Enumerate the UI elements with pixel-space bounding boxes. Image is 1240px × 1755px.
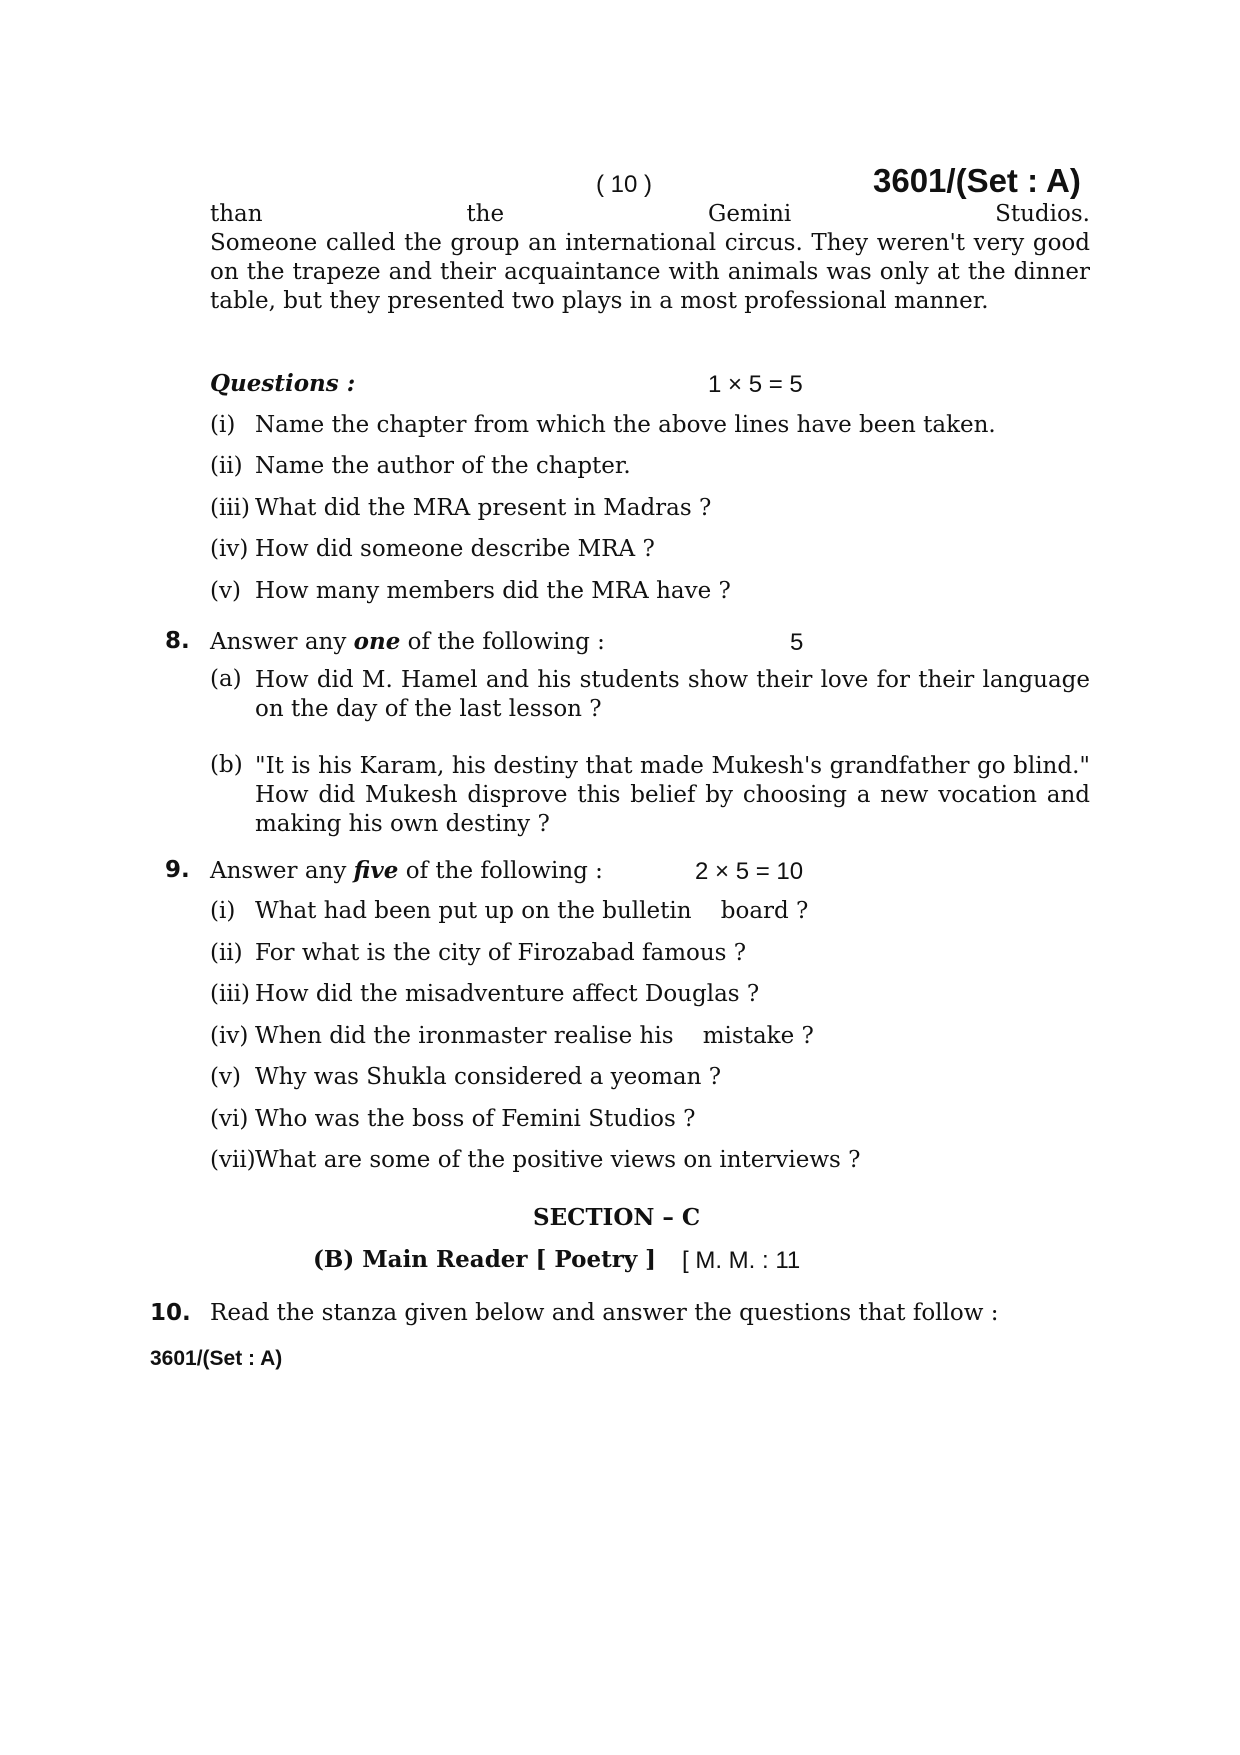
passage-first-line (210, 200, 1090, 229)
q7-item-num: (i) (210, 412, 236, 438)
q7-item-text: How did someone describe MRA ? (255, 536, 655, 562)
q9-item-text: What had been put up on the bulletin board ? (255, 898, 809, 924)
q9-item-num: (iii) (210, 981, 251, 1007)
section-subtitle: (B) Main Reader [ Poetry ] (313, 1246, 657, 1273)
passage-text: Someone called the group an international circus. They weren't very good on the trapeze and their acquaintance with animals was only at the dinner table, but they presented two plays in a most professional manner. (210, 230, 1090, 314)
q9-item-num: (i) (210, 898, 236, 924)
q9-suffix: of the following : (398, 858, 603, 884)
questions-marks: 1 × 5 = 5 (708, 371, 803, 398)
section-title: SECTION – C (533, 1204, 701, 1231)
passage-word: the (466, 201, 505, 227)
q9-item-text: When did the ironmaster realise his mistake ? (255, 1023, 814, 1049)
q7-item-num: (v) (210, 578, 241, 604)
q7-item-text: What did the MRA present in Madras ? (255, 495, 712, 521)
q8-prefix: Answer any (210, 629, 354, 655)
question-number-8: 8. (165, 628, 190, 654)
q8-item-text: "It is his Karam, his destiny that made Mukesh's grandfather go blind." How did Mukesh disprove this belief by choosing a new vocation and making his own destiny ? (255, 753, 1090, 837)
questions-label: Questions : (210, 370, 356, 397)
q9-item-text: Why was Shukla considered a yeoman ? (255, 1064, 722, 1090)
q9-item-text: What are some of the positive views on interviews ? (255, 1147, 861, 1173)
q8-marks: 5 (790, 629, 804, 656)
q9-item-text: How did the misadventure affect Douglas ? (255, 981, 760, 1007)
q9-emphasis: five (353, 857, 399, 884)
q7-item-text: Name the author of the chapter. (255, 453, 631, 479)
question-number-9: 9. (165, 857, 190, 883)
q7-item-text: How many members did the MRA have ? (255, 578, 731, 604)
q8-item-text: How did M. Hamel and his students show their love for their language on the day of the last lesson ? (255, 667, 1090, 722)
passage-word: than (210, 201, 263, 227)
q9-item-num: (vii) (210, 1147, 256, 1173)
q9-item-num: (v) (210, 1064, 241, 1090)
paper-code-footer: 3601/(Set : A) (150, 1347, 283, 1370)
q8-instruction (210, 628, 605, 655)
question-number-10: 10. (150, 1300, 191, 1326)
q7-item-text: Name the chapter from which the above lines have been taken. (255, 412, 996, 438)
q9-instruction (210, 857, 603, 884)
q9-item-num: (iv) (210, 1023, 249, 1049)
section-marks: [ M. M. : 11 (682, 1247, 801, 1274)
q8-suffix: of the following : (400, 629, 605, 655)
q7-item-num: (iii) (210, 495, 251, 521)
q9-prefix: Answer any (210, 858, 354, 884)
q9-item-num: (ii) (210, 940, 243, 966)
q8-item-num: (a) (210, 666, 242, 692)
q7-item-num: (ii) (210, 453, 243, 479)
passage-word: Studios. (995, 201, 1090, 227)
passage (210, 200, 1090, 316)
q10-instruction: Read the stanza given below and answer the questions that follow : (210, 1300, 999, 1326)
q7-item-num: (iv) (210, 536, 249, 562)
q9-item-text: For what is the city of Firozabad famous ? (255, 940, 747, 966)
passage-word: Gemini (707, 201, 792, 227)
paper-code-header: 3601/(Set : A) (873, 162, 1081, 199)
page-number: ( 10 ) (596, 171, 653, 198)
q8-emphasis: one (353, 628, 401, 655)
q8-item-num: (b) (210, 752, 243, 778)
q9-item-num: (vi) (210, 1106, 249, 1132)
q9-item-text: Who was the boss of Femini Studios ? (255, 1106, 696, 1132)
q9-marks: 2 × 5 = 10 (695, 858, 804, 885)
